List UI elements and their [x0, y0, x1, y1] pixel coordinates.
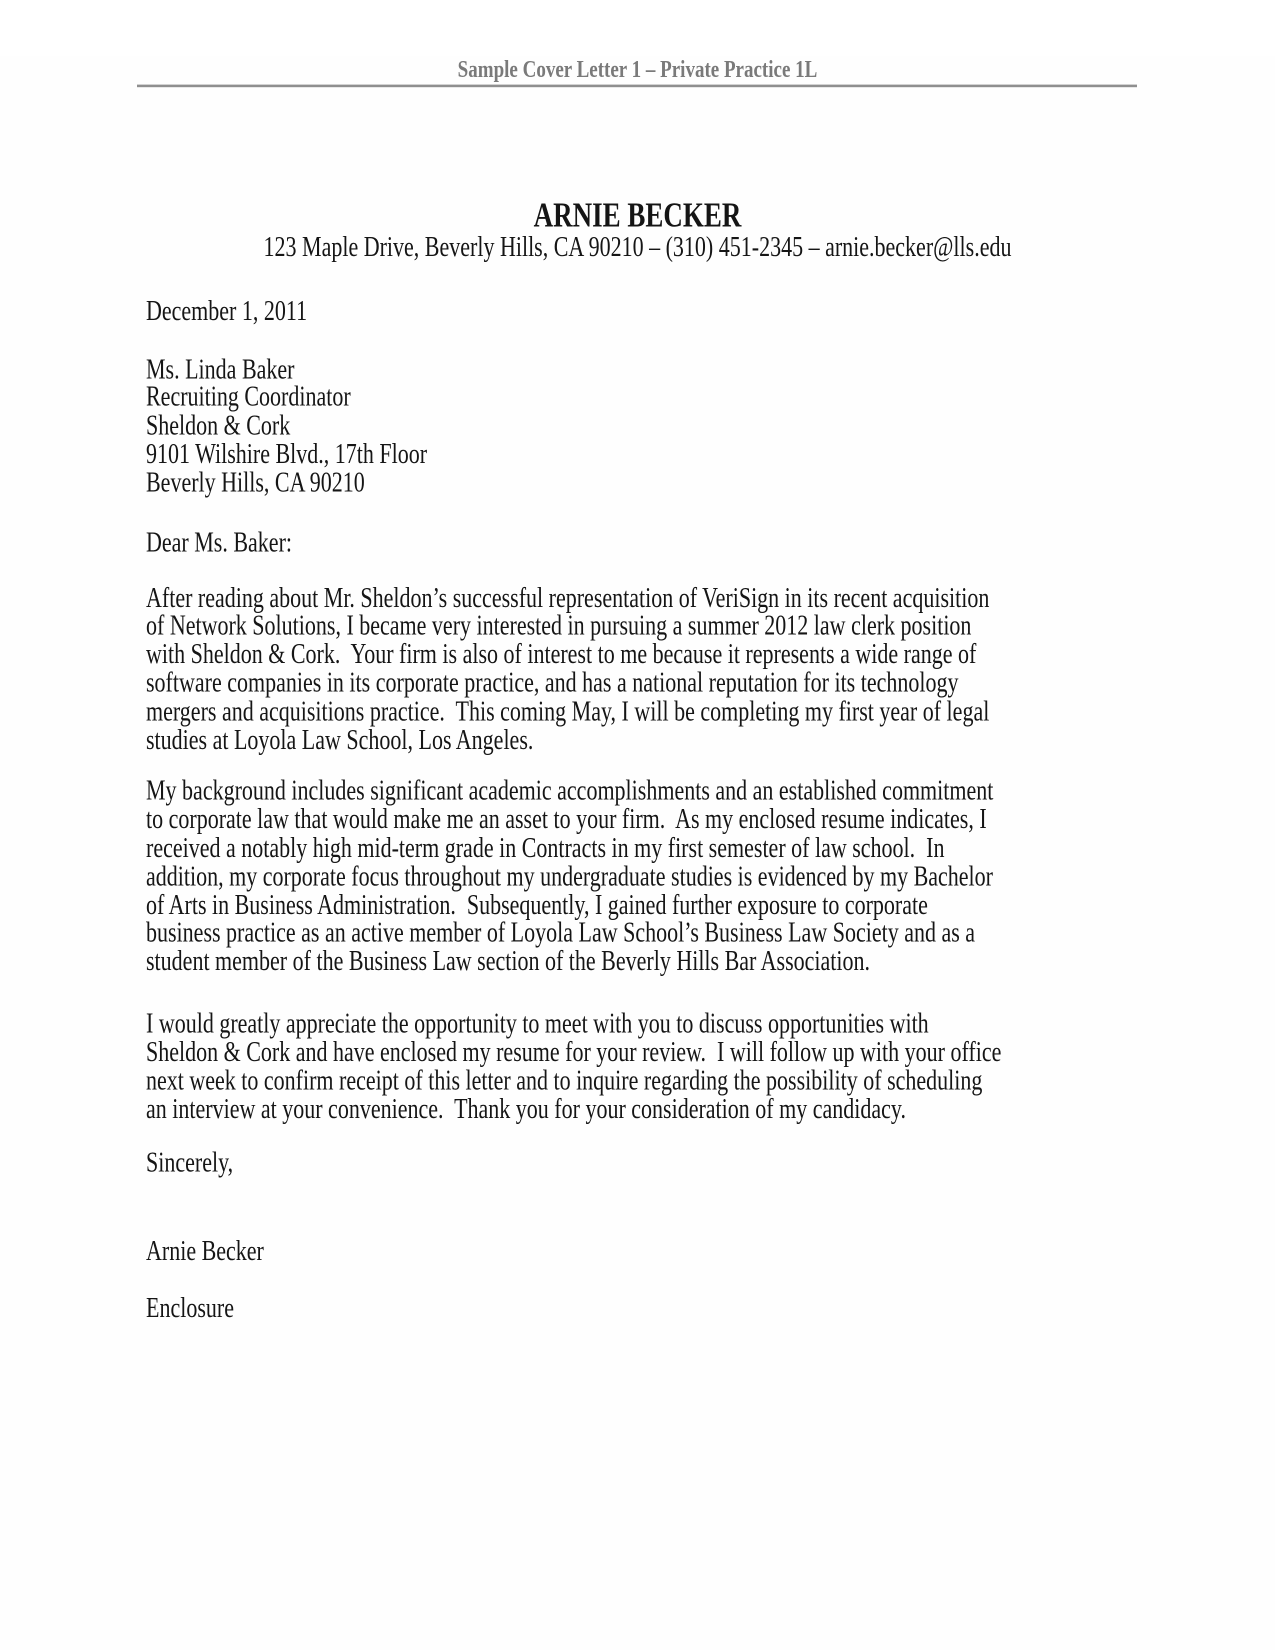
- paragraph-line: business practice as an active member of Loyola Law School’s Business Law Society and as a: [146, 915, 976, 949]
- paragraph-line: received a notably high mid-term grade in Contracts in my first semester of law school. In: [146, 830, 945, 864]
- paragraph-line: an interview at your convenience. Thank you for your consideration of my candidacy.: [146, 1091, 906, 1125]
- paragraph-line: to corporate law that would make me an asset to your firm. As my enclosed resume indicates, I: [146, 802, 987, 835]
- letter-page: [0, 56, 1275, 1650]
- closing: Sincerely,: [146, 1145, 234, 1179]
- recipient-line: 9101 Wilshire Blvd., 17th Floor: [146, 436, 428, 470]
- body-paragraph: [146, 1006, 1131, 1125]
- paragraph-line: of Arts in Business Administration. Subsequently, I gained further exposure to corporate: [146, 887, 928, 920]
- recipient-line: Ms. Linda Baker: [146, 351, 295, 385]
- signature-name: Arnie Becker: [146, 1234, 264, 1267]
- sender-contact: 123 Maple Drive, Beverly Hills, CA 90210 – (310) 451-2345 – arnie.becker@lls.edu: [263, 229, 1012, 263]
- paragraph-line: Sheldon & Cork and have enclosed my resume for your review. I will follow up with your office: [146, 1034, 1002, 1068]
- paragraph-line: of Network Solutions, I became very interested in pursuing a summer 2012 law clerk position: [146, 609, 972, 642]
- paragraph-line: mergers and acquisitions practice. This coming May, I will be completing my first year of legal: [146, 694, 990, 727]
- letter-body: [146, 293, 1131, 1324]
- page-header-title: Sample Cover Letter 1 – Private Practice 1L: [457, 56, 818, 84]
- paragraph-line: student member of the Business Law section of the Beverly Hills Bar Association.: [146, 944, 871, 977]
- paragraph-line: I would greatly appreciate the opportunity to meet with you to discuss opportunities with: [146, 1006, 929, 1039]
- recipient-line: Sheldon & Cork: [146, 408, 291, 442]
- body-paragraph: [146, 580, 1131, 756]
- paragraph-line: After reading about Mr. Sheldon’s successful representation of VeriSign in its recent acquisition: [146, 580, 990, 614]
- enclosure-note: Enclosure: [146, 1291, 234, 1324]
- header-rule: [137, 85, 1137, 87]
- recipient-line: Recruiting Coordinator: [146, 380, 351, 413]
- paragraph-line: studies at Loyola Law School, Los Angeles.: [146, 722, 534, 756]
- paragraph-line: with Sheldon & Cork. Your firm is also of interest to me because it represents a wide range of: [146, 637, 977, 670]
- paragraph-line: next week to confirm receipt of this letter and to inquire regarding the possibility of scheduling: [146, 1063, 983, 1096]
- body-paragraph: [146, 773, 1131, 977]
- date-line: December 1, 2011: [146, 293, 308, 326]
- recipient-address: [146, 351, 1131, 498]
- salutation: Dear Ms. Baker:: [146, 524, 293, 558]
- recipient-line: Beverly Hills, CA 90210: [146, 465, 365, 498]
- paragraph-line: software companies in its corporate practice, and has a national reputation for its technology: [146, 665, 959, 699]
- paragraph-line: addition, my corporate focus throughout my undergraduate studies is evidenced by my Bachelor: [146, 858, 993, 892]
- sender-name: ARNIE BECKER: [533, 194, 742, 234]
- paragraph-line: My background includes significant academic accomplishments and an established commitment: [146, 773, 994, 807]
